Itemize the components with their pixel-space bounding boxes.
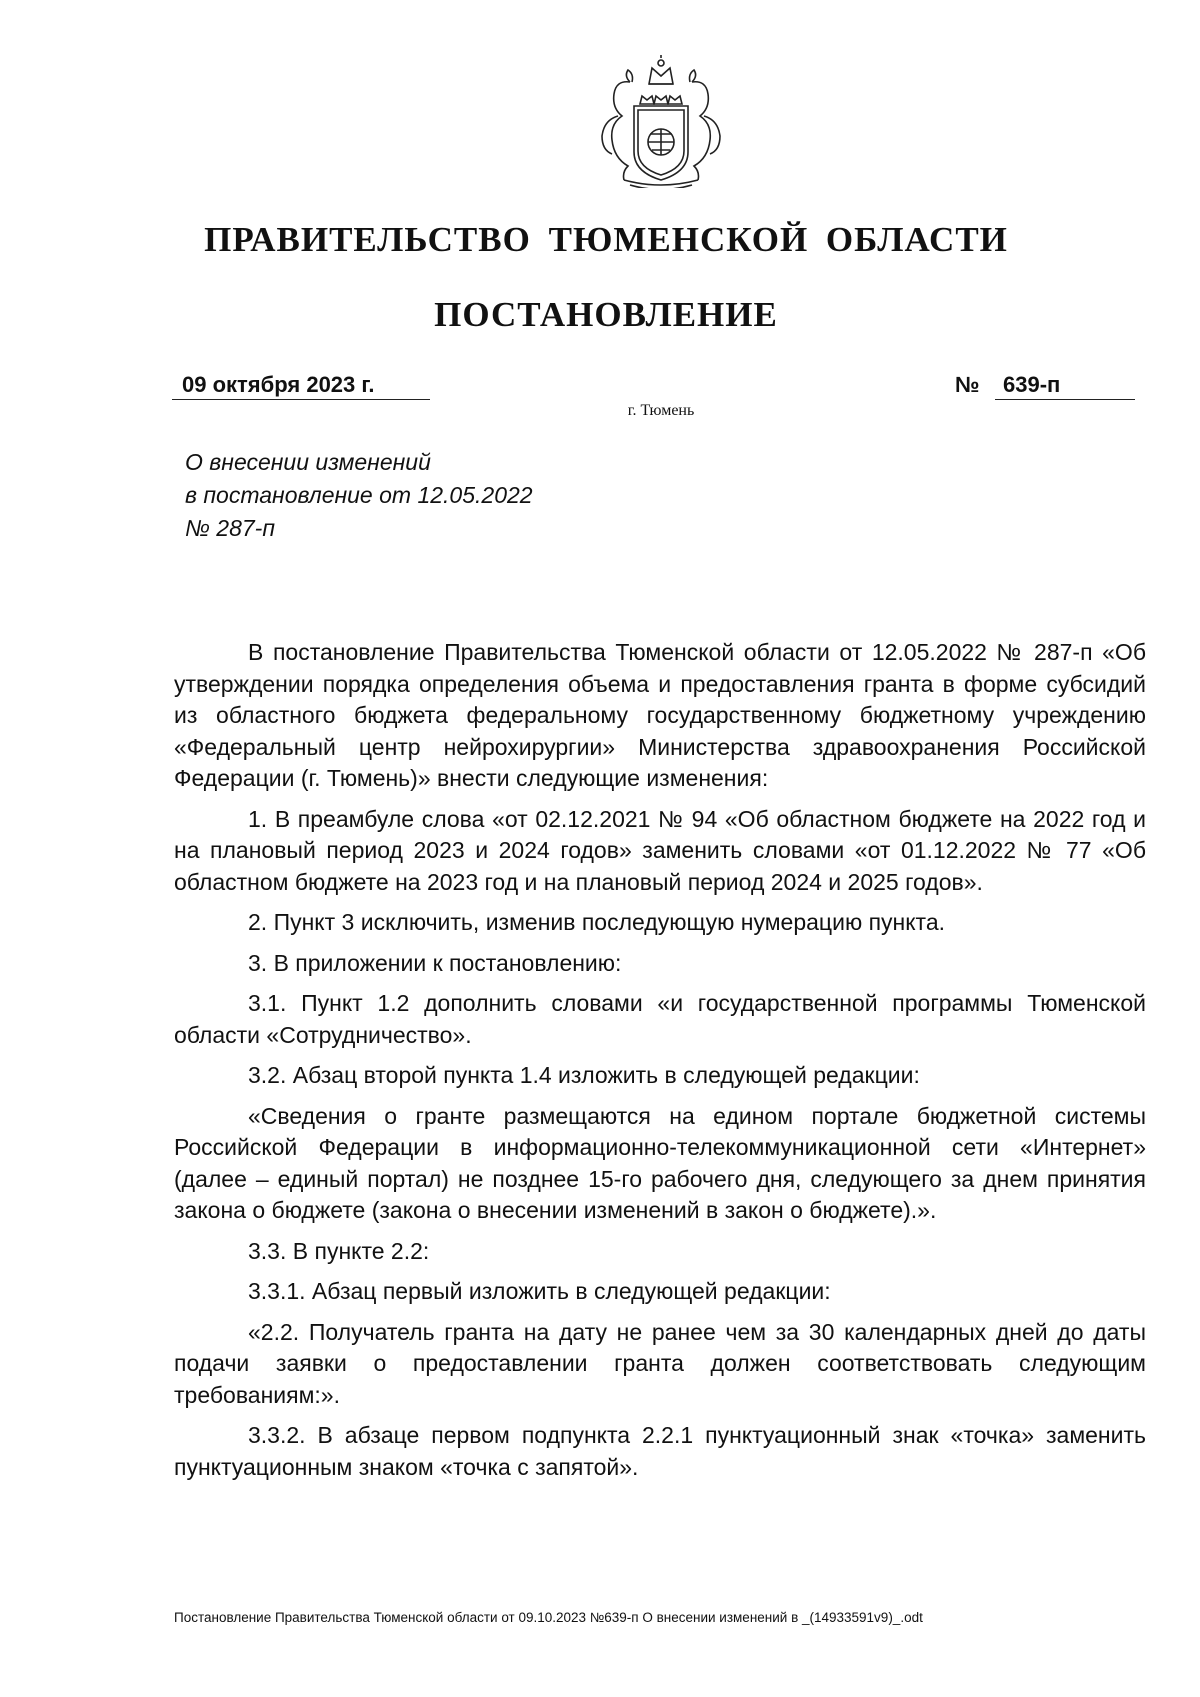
body-paragraph: 3. В приложении к постановлению: (248, 949, 622, 976)
subject-line: в постановление от 12.05.2022 (185, 482, 533, 508)
document-date: 09 октября 2023 г. (172, 370, 430, 400)
body-paragraph: 3.3.1. Абзац первый изложить в следующей редакции: (248, 1278, 831, 1304)
body-paragraph: 3.1. Пункт 1.2 дополнить словами «и государственной программы Тюменской области «Сотрудничество». (174, 990, 1146, 1048)
document-footer: Постановление Правительства Тюменской области от 09.10.2023 №639-п О внесении изменений в _(14933591v9)_.odt (174, 1610, 923, 1625)
body-paragraph: 3.2. Абзац второй пункта 1.4 изложить в следующей редакции: (248, 1062, 920, 1088)
body-paragraph: 3.3.2. В абзаце первом подпункта 2.2.1 пунктуационный знак «точка» заменить пунктуационным знаком «точка с запятой». (174, 1422, 1146, 1480)
body-paragraph: 2. Пункт 3 исключить, изменив последующую нумерацию пункта. (248, 909, 946, 935)
coat-of-arms-icon (594, 54, 728, 188)
document-subject (185, 446, 533, 545)
body-paragraph: 1. В преамбуле слова «от 02.12.2021 № 94 «Об областном бюджете на 2022 год и на плановый период 2023 и 2024 годов» заменить словами «от 01.12.2022 № 77 «Об областном бюджете на 2023 год и на плановый период 2024 и 2025 годов». (174, 805, 1146, 895)
body-paragraph: «2.2. Получатель гранта на дату не ранее чем за 30 календарных дней до даты подачи заявки о предоставлении гранта должен соответствовать следующим требованиям:». (174, 1318, 1146, 1408)
subject-line: № 287-п (185, 515, 275, 541)
document-number-block (955, 370, 1135, 400)
body-paragraph: «Сведения о гранте размещаются на едином портале бюджетной системы Российской Федерации в информационно-телекоммуникационной сети «Интернет» (далее – единый портал) не позднее 15-го рабочего дня, следующего за днем принятия закона о бюджете (закона о внесении изменений в закон о бюджете).». (174, 1102, 1146, 1223)
document-type-title: ПОСТАНОВЛЕНИЕ (434, 295, 778, 334)
document-city: г. Тюмень (627, 402, 695, 419)
document-number: 639-п (995, 370, 1135, 400)
body-paragraph: 3.3. В пункте 2.2: (248, 1237, 430, 1264)
body-paragraph: В постановление Правительства Тюменской области от 12.05.2022 № 287-п «Об утверждении порядка определения объема и предоставления гранта в форме субсидий из областного бюджета федеральному государственному бюджетному учреждению «Федеральный центр нейрохирургии» Министерства здравоохранения Российской Федерации (г. Тюмень)» внести следующие изменения: (174, 639, 1146, 791)
subject-line: О внесении изменений (185, 449, 431, 475)
organization-title: ПРАВИТЕЛЬСТВО ТЮМЕНСКОЙ ОБЛАСТИ (204, 220, 1008, 259)
document-body (174, 637, 1146, 1492)
number-sign: № (955, 372, 980, 397)
